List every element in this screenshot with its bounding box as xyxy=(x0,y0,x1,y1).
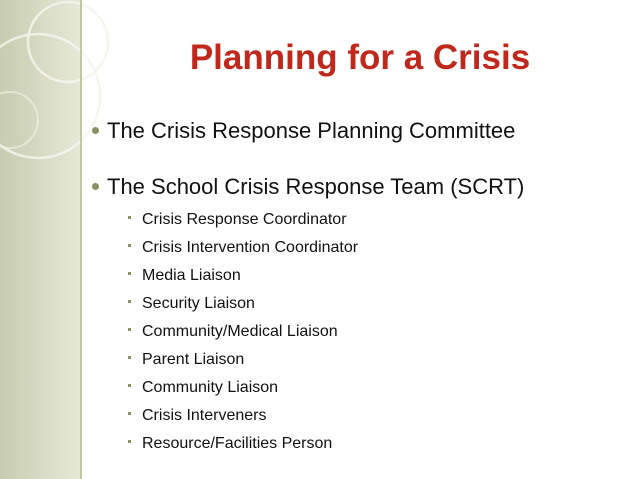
sub-bullet-square-icon xyxy=(128,216,131,219)
sub-bullet-text: Security Liaison xyxy=(142,295,255,312)
bullet-dot-icon xyxy=(92,127,99,134)
sub-bullet-text: Crisis Response Coordinator xyxy=(142,211,347,228)
sub-bullet-square-icon xyxy=(128,384,131,387)
sub-bullet-text: Media Liaison xyxy=(142,267,241,284)
sub-bullet-item xyxy=(128,406,266,426)
bullet-item xyxy=(92,172,524,202)
sub-bullet-item xyxy=(128,350,244,370)
band-divider xyxy=(80,0,82,479)
sub-bullet-item xyxy=(128,322,338,342)
bullet-text: The Crisis Response Planning Committee xyxy=(107,118,516,143)
sub-bullet-item xyxy=(128,434,332,454)
bullet-text: The School Crisis Response Team (SCRT) xyxy=(107,174,525,199)
sub-bullet-square-icon xyxy=(128,328,131,331)
sub-bullet-square-icon xyxy=(128,412,131,415)
sub-bullet-square-icon xyxy=(128,244,131,247)
sub-bullet-square-icon xyxy=(128,300,131,303)
bullet-item xyxy=(92,116,515,146)
slide-title: Planning for a Crisis xyxy=(189,38,531,77)
sub-bullet-text: Parent Liaison xyxy=(142,351,245,368)
decorative-circle-large xyxy=(0,34,100,158)
sub-bullet-text: Crisis Interveners xyxy=(142,407,267,424)
sub-bullet-item xyxy=(128,210,347,230)
sub-bullet-text: Community/Medical Liaison xyxy=(142,323,338,340)
sub-bullet-item xyxy=(128,378,278,398)
sub-bullet-square-icon xyxy=(128,356,131,359)
bullet-dot-icon xyxy=(92,183,99,190)
sub-bullet-item xyxy=(128,294,255,314)
decorative-circles xyxy=(0,0,120,479)
sub-bullet-text: Community Liaison xyxy=(142,379,279,396)
sub-bullet-text: Crisis Intervention Coordinator xyxy=(142,239,359,256)
sub-bullet-item xyxy=(128,266,241,286)
sub-bullet-square-icon xyxy=(128,272,131,275)
sub-bullet-square-icon xyxy=(128,440,131,443)
sub-bullet-text: Resource/Facilities Person xyxy=(142,435,333,452)
decorative-circle-lower xyxy=(0,92,38,148)
sub-bullet-item xyxy=(128,238,358,258)
